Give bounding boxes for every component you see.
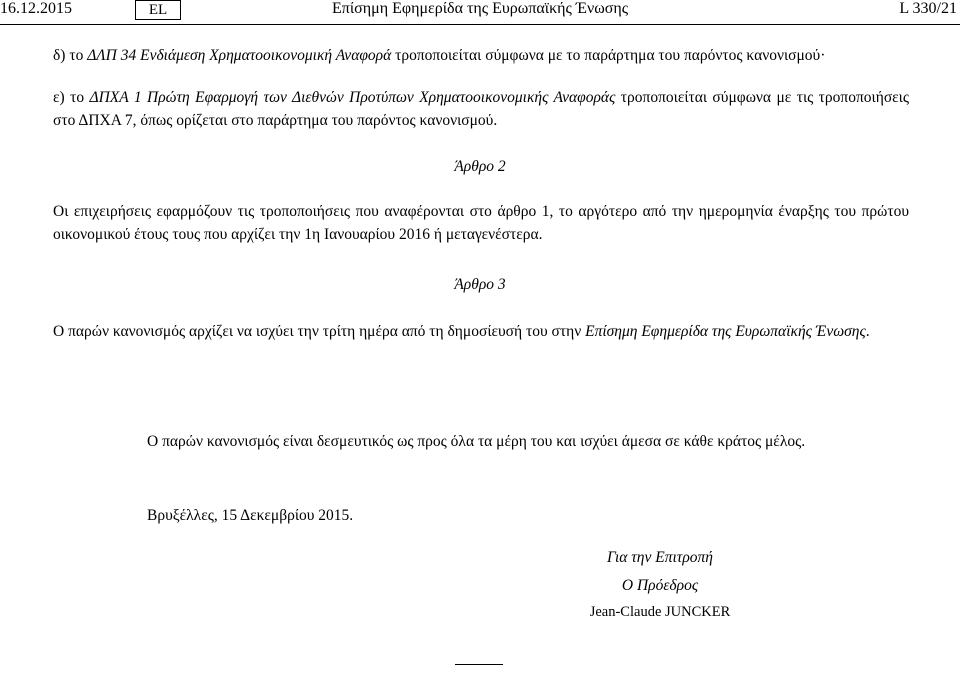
place-date: Βρυξέλλες, 15 Δεκεμβρίου 2015. [147,507,354,524]
language-box: EL [135,0,181,20]
signature-role: Ο Πρόεδρος [621,577,699,594]
article-3-text-prefix: Ο παρών κανονισμός αρχίζει να ισχύει την τρίτη ημέρα από τη δημοσίευσή του στην [53,323,586,340]
item-d [53,44,909,67]
signature-name: Jean-Claude JUNCKER [589,604,731,620]
item-d-italic: ΔΛΠ 34 Ενδιάμεση Χρηματοοικονομική Αναφορά [87,47,392,64]
journal-title: Επίσημη Εφημερίδα της Ευρωπαϊκής Ένωσης [332,0,629,17]
item-e-suffix: τροποποιείται σύμφωνα με τις τροποποιήσεις στο ΔΠΧΑ 7, όπως ορίζεται στο παράρτημα του παρόντος κανονισμού. [53,89,909,129]
binding-clause: Ο παρών κανονισμός είναι δεσμευτικός ως προς όλα τα μέρη του και ισχύει άμεσα σε κάθε κράτος μέλος. [147,433,806,450]
article-2-title: Άρθρο 2 [454,158,506,175]
article-3-text-italic: Επίσημη Εφημερίδα της Ευρωπαϊκής Ένωσης [585,323,866,340]
article-3-title: Άρθρο 3 [454,276,506,293]
item-e [53,86,909,132]
header-date: 16.12.2015 [0,0,72,17]
signature-for: Για την Επιτροπή [606,549,713,566]
page-reference: L 330/21 [899,0,957,17]
item-d-suffix: τροποποιείται σύμφωνα με το παράρτημα του παρόντος κανονισμού· [391,47,826,64]
article-2-text: Οι επιχειρήσεις εφαρμόζουν τις τροποποιήσεις που αναφέρονται στο άρθρο 1, το αργότερο από την ημερομηνία έναρξης του πρώτου οικονομικού έτους τους που αρχίζει την 1η Ιανουαρίου 2016 ή μεταγενέστερα. [53,203,909,243]
item-d-prefix: δ) το [53,47,88,64]
article-3-text-suffix: . [865,323,870,340]
item-e-italic: ΔΠΧΑ 1 Πρώτη Εφαρμογή των Διεθνών Προτύπων Χρηματοοικονομικής Αναφοράς [89,89,616,106]
header-divider [0,24,960,25]
item-e-prefix: ε) το [53,89,90,106]
article-3-text [53,320,909,343]
footer-divider [455,664,503,665]
